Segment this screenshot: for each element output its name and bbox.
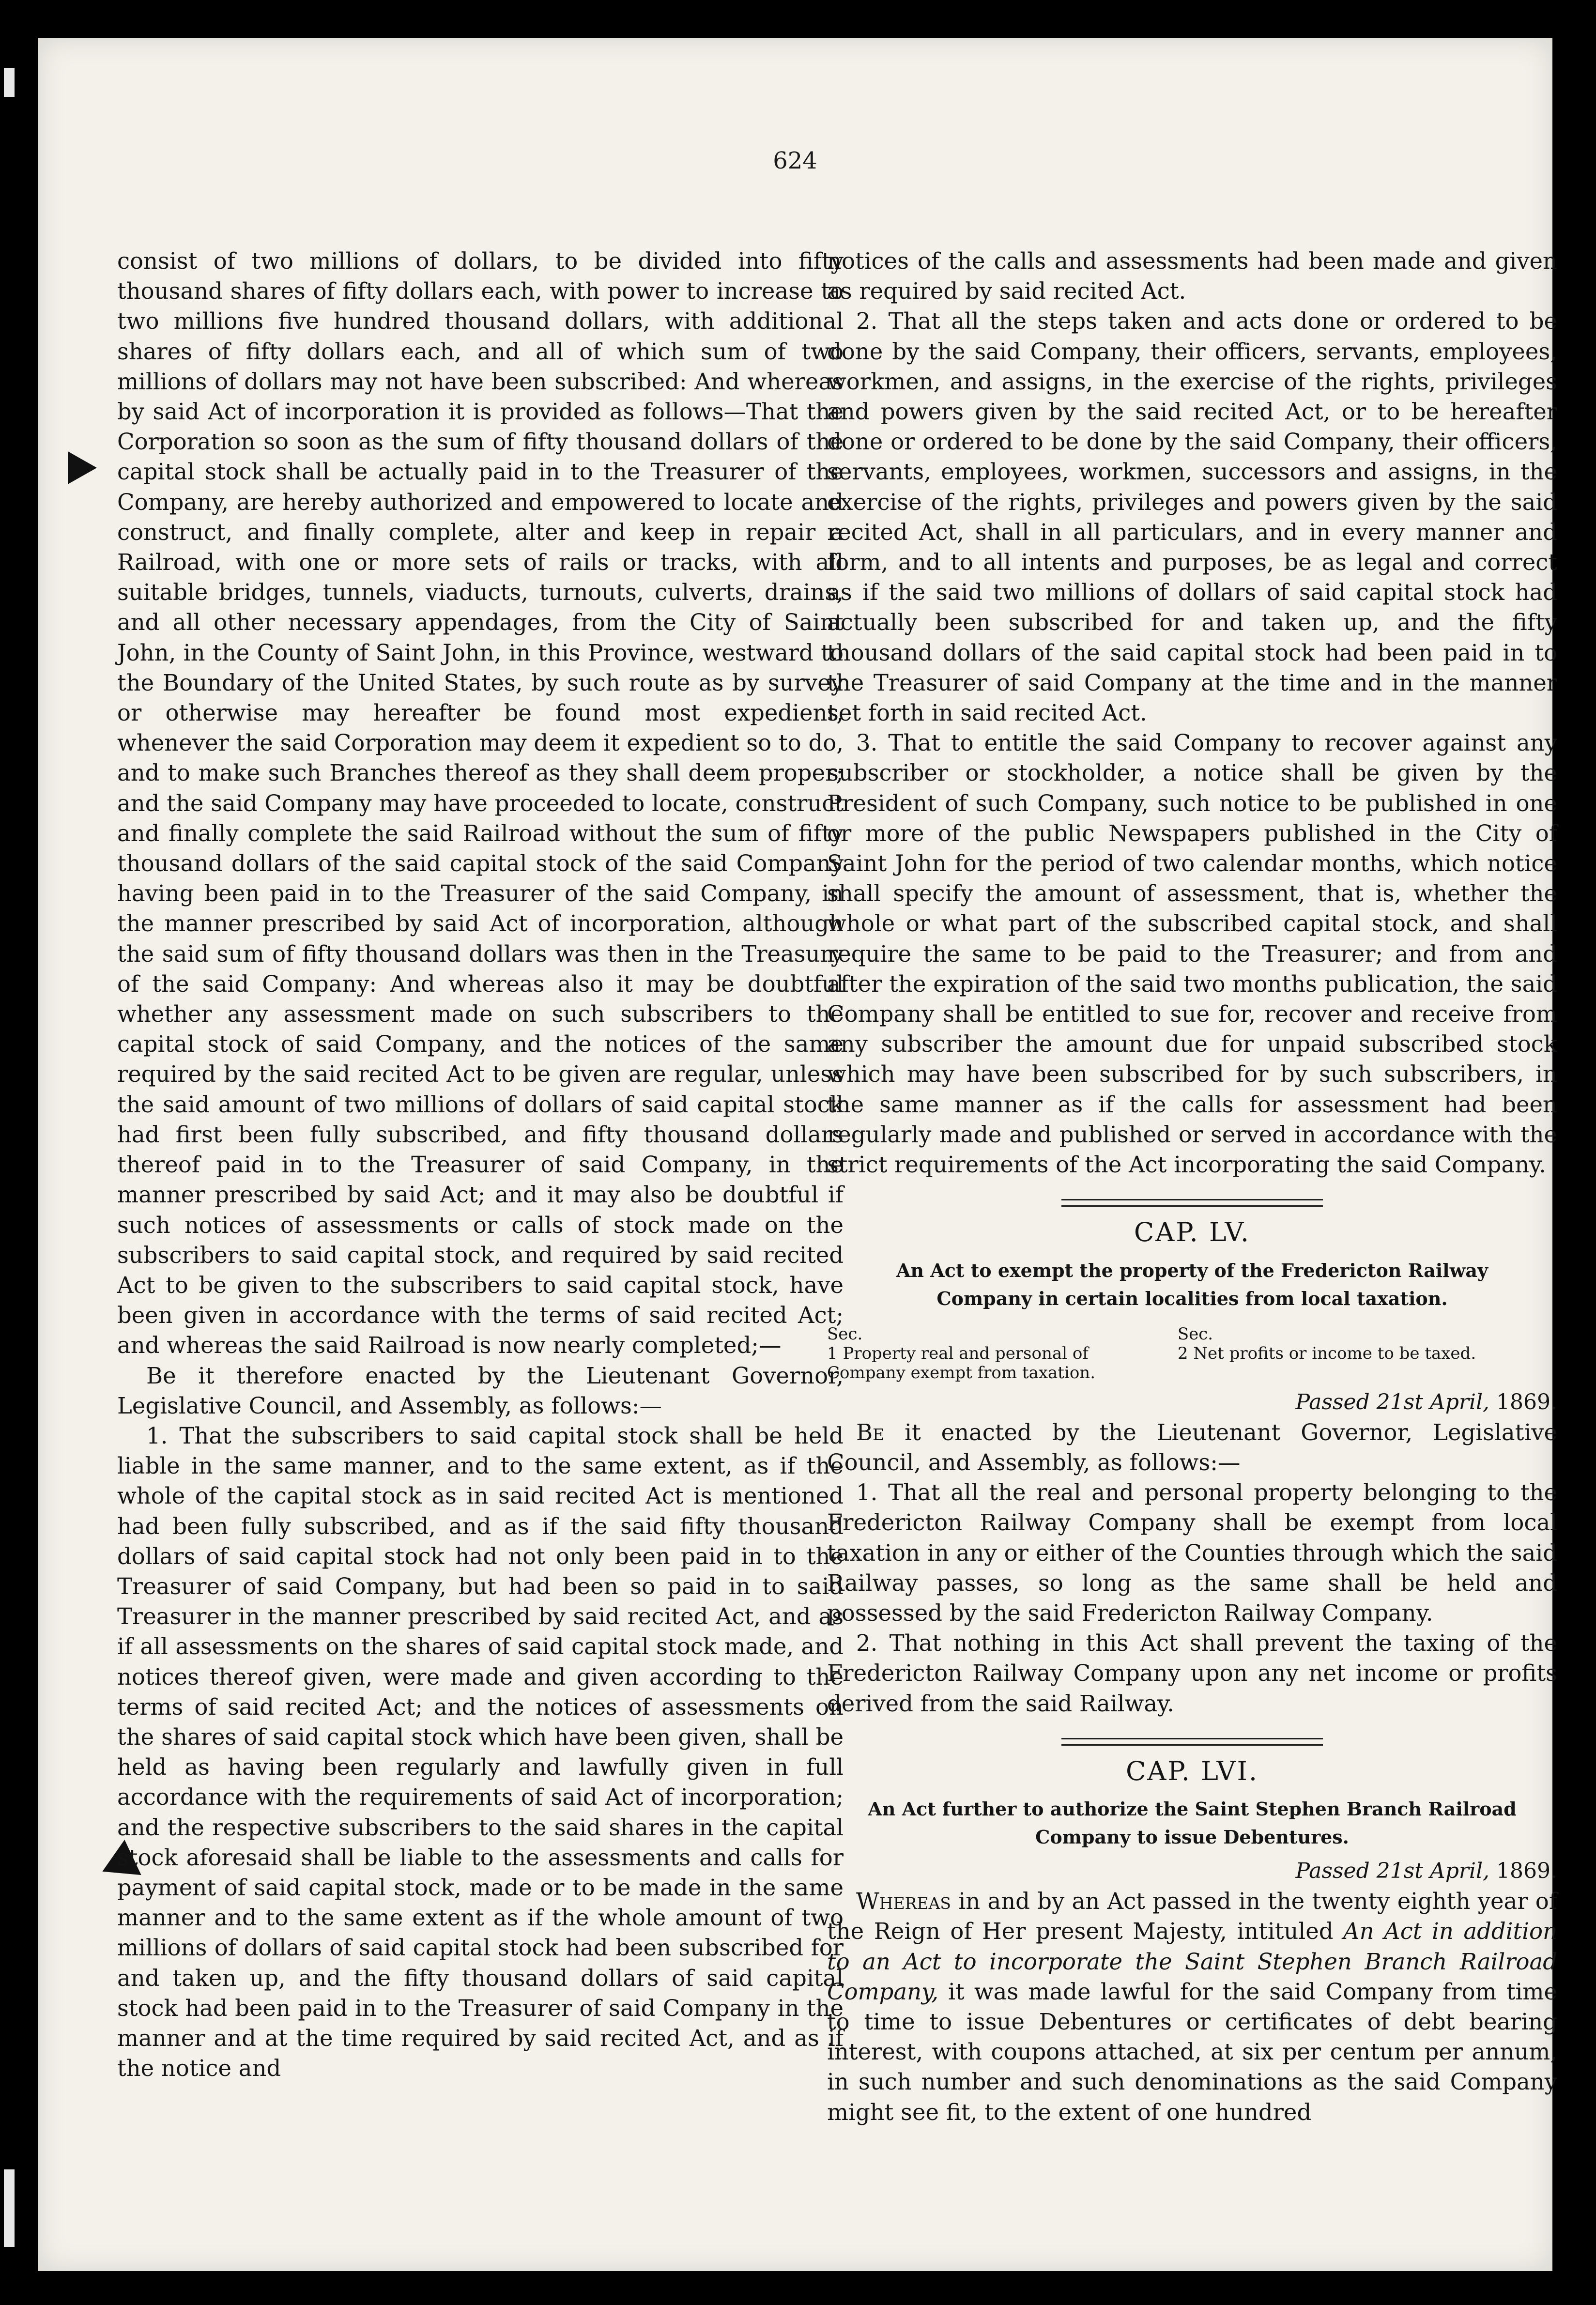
passed-date-cap-lvi: Passed 21st April, 1869.: [1295, 1858, 1557, 1883]
left-paragraph-2: Be it therefore enacted by the Lieutenant Governor, Legislative Council, and Assembly, as follows:—: [117, 1362, 844, 1419]
whereas-clause: Whereas in and by an Act passed in the twenty eighth year of the Reign of Her present Majesty, intituled An Act in addition to an Act to incorporate the Saint Stephen Branch Railroad Company, it was made lawful for the said Company from time to time to issue Debentures or certificates of debt bearing interest, with coupons attached, at six per centum per annum, in such number and such denominations as the said Company might see fit, to the extent of one hundred: [827, 1888, 1557, 2125]
chapter-heading-cap-lv: CAP. LV.: [1134, 1217, 1251, 1248]
right-paragraph-1: notices of the calls and assessments had been made and given as required by said recited Act.: [827, 248, 1557, 305]
enacting-clause: Be it enacted by the Lieutenant Governor, Legislative Council, and Assembly, as follows:—: [827, 1419, 1557, 1475]
chapter-heading-cap-lvi: CAP. LVI.: [1126, 1755, 1258, 1786]
right-column: [827, 246, 1557, 2127]
left-paragraph-3: 1. That the subscribers to said capital stock shall be held liable in the same manner, and to the same extent, as if the whole of the capital stock as in said recited Act is mentioned had been fully subscribed, and as if the said fifty thousand dollars of said capital stock had not only been paid in to the Treasurer of said Company, but had been so paid in to said Treasurer in the manner prescribed by said recited Act, and as if all assessments on the shares of said capital stock made, and notices thereof given, were made and given according to the terms of said recited Act; and the notices of assessments on the shares of said capital stock which have been given, shall be held as having been regularly and lawfully given in full accordance with the requirements of said Act of incorporation; and the respective subscribers to the said shares in the capital stock aforesaid shall be liable to the assessments and calls for payment of said capital stock, made or to be made in the same manner and to the same extent as if the whole amount of two millions of dollars of said capital stock had been subscribed for and taken up, and the fifty thousand dollars of said capital stock had been paid in to the Treasurer of said Company in the manner and at the time required by said recited Act, and as if the notice and: [117, 1422, 844, 2082]
section-divider: [1061, 1738, 1323, 1746]
sec-label: Sec.: [827, 1324, 863, 1344]
sec-label: Sec.: [1177, 1324, 1213, 1344]
chapter-title-cap-lvi: An Act further to authorize the Saint Stephen Branch Railroad Company to issue Debentures.: [868, 1798, 1517, 1848]
section-summary: [827, 1324, 1557, 1383]
right-paragraph-2: 2. That all the steps taken and acts done or ordered to be done by the said Company, their officers, servants, employees, workmen, and assigns, in the exercise of the rights, privileges and powers given by the said recited Act, or to be hereafter done or ordered to be done by the said Company, their officers, servants, employees, workmen, successors and assigns, in the exercise of the rights, privileges and powers given by the said recited Act, shall in all particulars, and in every manner and form, and to all intents and purposes, be as legal and correct as if the said two millions of dollars of said capital stock had actually been subscribed for and taken up, and the fifty thousand dollars of the said capital stock had been paid in to the Treasurer of said Company at the time and in the manner set forth in said recited Act.: [827, 308, 1557, 726]
cap-lv-section-2: 2. That nothing in this Act shall prevent the taxing of the Fredericton Railway Company upon any net income or profits derived from the said Railway.: [827, 1630, 1557, 1717]
page-number: 624: [773, 147, 817, 174]
passed-date-cap-lv: Passed 21st April, 1869.: [1295, 1389, 1557, 1414]
left-column: [117, 246, 844, 2083]
section-divider: [1061, 1199, 1323, 1207]
cap-lv-section-1: 1. That all the real and personal property belonging to the Fredericton Railway Company shall be exempt from local taxation in any or either of the Counties through which the said Railway passes, so long as the same shall be held and possessed by the said Fredericton Railway Company.: [827, 1479, 1557, 1626]
chapter-title-cap-lv: An Act to exempt the property of the Fredericton Railway Company in certain localities from local taxation.: [896, 1259, 1489, 1309]
scan-edge-mark: [4, 68, 15, 97]
margin-pointer-icon: [68, 451, 97, 484]
right-paragraph-3: 3. That to entitle the said Company to recover against any subscriber or stockholder, a notice shall be given by the President of such Company, such notice to be published in one or more of the public Newspapers published in the City of Saint John for the period of two calendar months, which notice shall specify the amount of assessment, that is, whether the whole or what part of the subscribed capital stock, and shall require the same to be paid to the Treasurer; and from and after the expiration of the said two months publication, the said Company shall be entitled to sue for, recover and receive from any subscriber the amount due for unpaid subscribed stock which may have been subscribed for by such subscribers, in the same manner as if the calls for assessment had been regularly made and published or served in accordance with the strict requirements of the Act incorporating the said Company.: [827, 730, 1557, 1178]
document-page: [38, 38, 1557, 2271]
sec-item-1: 1 Property real and personal of Company exempt from taxation.: [827, 1343, 1096, 1383]
section-summary-left: [827, 1324, 1163, 1383]
sec-item-2: 2 Net profits or income to be taxed.: [1177, 1343, 1476, 1363]
scan-edge-mark: [4, 2169, 15, 2247]
section-summary-right: [1178, 1324, 1557, 1383]
left-paragraph-1: consist of two millions of dollars, to be divided into fifty thousand shares of fifty dollars each, with power to increase to two millions five hundred thousand dollars, with additional shares of fifty dollars each, and all of which sum of two millions of dollars may not have been subscribed: And whereas by said Act of incorporation it is provided as follows—That the Corporation so soon as the sum of fifty thousand dollars of the capital stock shall be actually paid in to the Treasurer of the Company, are hereby authorized and empowered to locate and construct, and finally complete, alter and keep in repair a Railroad, with one or more sets of rails or tracks, with all suitable bridges, tunnels, viaducts, turnouts, culverts, drains, and all other necessary appendages, from the City of Saint John, in the County of Saint John, in this Province, westward to the Boundary of the United States, by such route as by survey or otherwise may hereafter be found most expedient, whenever the said Corporation may deem it expedient so to do, and to make such Branches thereof as they shall deem proper; and the said Company may have proceeded to locate, construct and finally complete the said Railroad without the sum of fifty thousand dollars of the said capital stock of the said Company having been paid in to the Treasurer of the said Company, in the manner prescribed by said Act of incorporation, although the said sum of fifty thousand dollars was then in the Treasury of the said Company: And whereas also it may be doubtful whether any assessment made on such subscribers to the capital stock of said Company, and the notices of the same required by the said recited Act to be given are regular, unless the said amount of two millions of dollars of said capital stock had first been fully subscribed, and fifty thousand dollars thereof paid in to the Treasurer of said Company, in the manner prescribed by said Act; and it may also be doubtful if such notices of assessments or calls of stock made on the subscribers to said capital stock, and required by said recited Act to be given to the subscribers to said capital stock, have been given in accordance with the terms of said recited Act; and whereas the said Railroad is now nearly completed;—: [117, 248, 844, 1359]
